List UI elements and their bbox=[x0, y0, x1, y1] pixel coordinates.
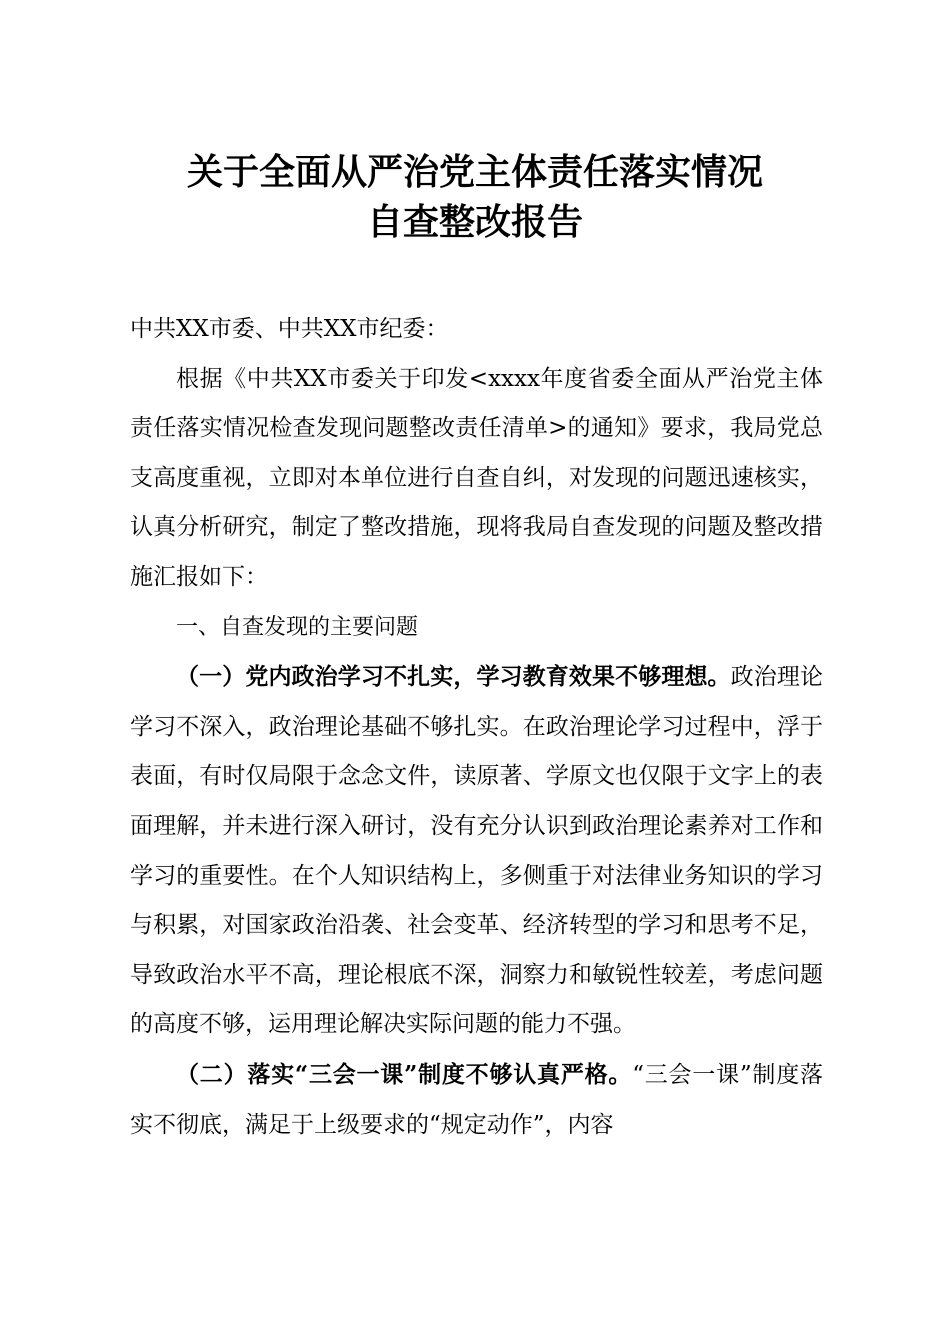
document-title-line1: 关于全面从严治党主体责任落实情况 bbox=[186, 151, 763, 193]
document-title-line2: 自查整改报告 bbox=[366, 201, 583, 243]
item-2-body: “三会一课”制度落实不彻底，满足于上级要求的“规定动作”，内容 bbox=[130, 1061, 823, 1138]
salutation: 中共XX市委、中共XX市纪委： bbox=[130, 316, 449, 342]
intro-paragraph: 根据《中共XX市委关于印发<xxxx年度省委全面从严治党主体责任落实情况检查发现问题整改责任清单>的通知》要求，我局党总支高度重视，立即对本单位进行自查自纠，对发现的问题迅速核实，认真分析研究，制定了整改措施，现将我局自查发现的问题及整改措施汇报如下： bbox=[130, 365, 823, 590]
item-1-paragraph bbox=[130, 652, 823, 1050]
item-2-lead: （二）落实“三会一课”制度不够认真严格。 bbox=[176, 1060, 633, 1088]
section-heading-1: 一、自查发现的主要问题 bbox=[176, 614, 419, 640]
item-1-body: 政治理论学习不深入，政治理论基础不够扎实。在政治理论学习过程中，浮于表面，有时仅局限于念念文件，读原著、学原文也仅限于文字上的表面理解，并未进行深入研讨，没有充分认识到政治理论素养对工作和学习的重要性。在个人知识结构上，多侧重于对法律业务知识的学习与积累，对国家政治沿袭、社会变革、经济转型的学习和思考不足，导致政治水平不高，理论根底不深，洞察力和敏锐性较差，考虑问题的高度不够，运用理论解决实际问题的能力不强。 bbox=[130, 664, 824, 1038]
item-1-lead: （一）党内政治学习不扎实，学习教育效果不够理想。 bbox=[176, 663, 731, 691]
item-2-paragraph bbox=[130, 1050, 823, 1150]
document-body bbox=[130, 305, 823, 1150]
